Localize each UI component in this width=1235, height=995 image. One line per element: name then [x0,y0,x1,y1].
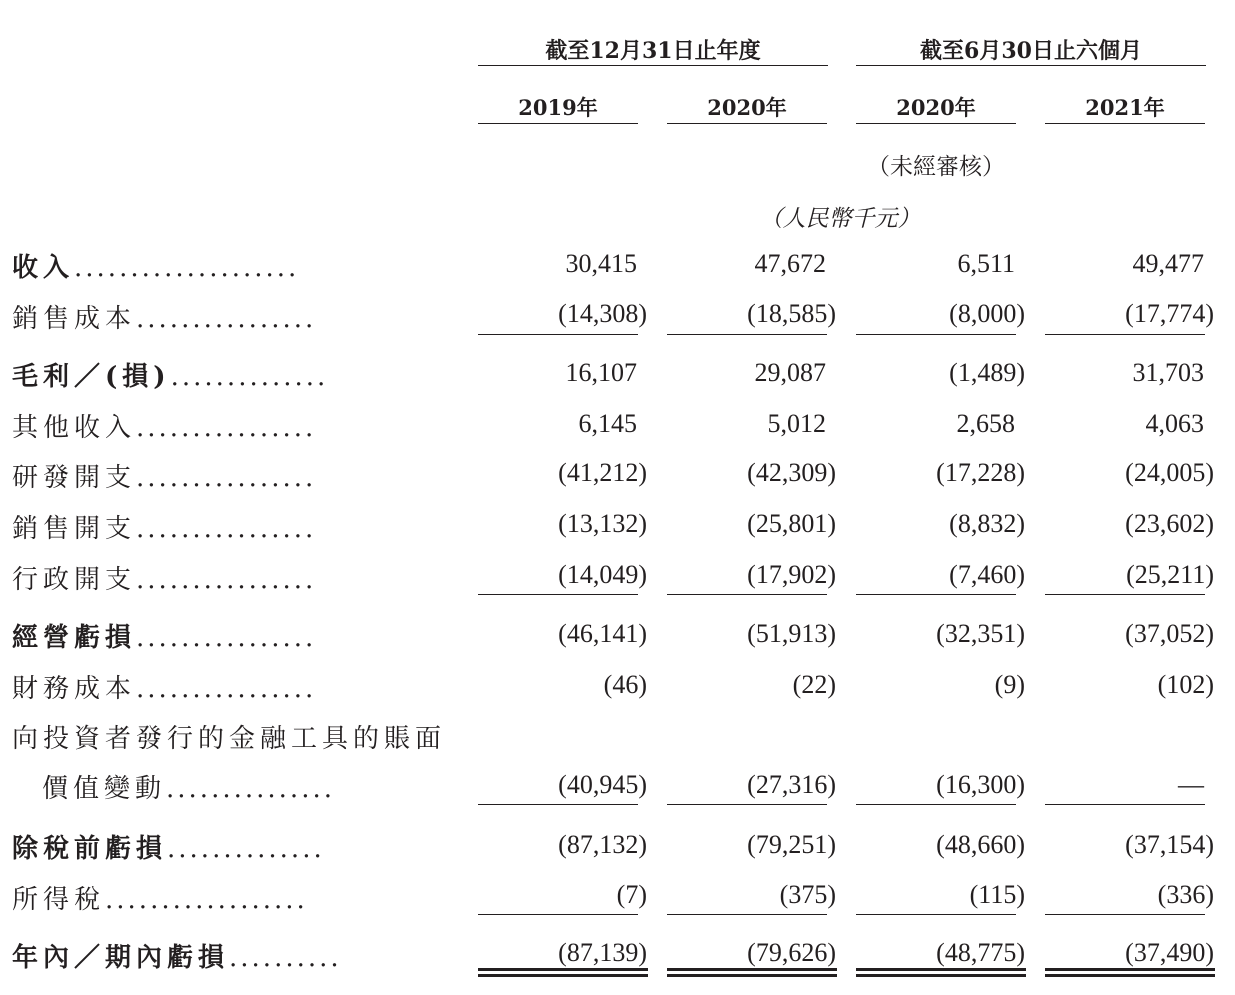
table-cell: (41,212) [558,458,647,487]
table-cell: (7) [616,880,647,909]
label-operating-loss: 經營虧損................ [12,623,317,653]
year-header-3: 2020年 [896,95,976,120]
table-cell: 47,672 [754,249,826,278]
table-cell: (24,005) [1125,458,1214,487]
table-cell: 29,087 [754,358,826,387]
total-double-rule [856,968,1026,977]
year-rule-2 [667,123,827,124]
label-loss-for-period: 年內／期內虧損.......... [12,943,342,973]
table-cell: (46) [603,670,647,699]
year-header-4: 2021年 [1085,95,1165,120]
year-rule-1 [478,123,638,124]
label-fair-value-change-line1: 向投資者發行的金融工具的賬面 [12,724,447,754]
subtotal-rule [478,594,638,595]
group-rule-annual [478,65,828,66]
label-admin-expenses: 行政開支................ [12,565,317,595]
table-cell: (16,300) [936,770,1025,799]
table-cell: (87,132) [558,830,647,859]
table-cell: (336) [1157,880,1214,909]
table-cell: (17,228) [936,458,1025,487]
table-cell: (17,774) [1125,299,1214,328]
subtotal-rule [856,914,1016,915]
table-cell: (22) [792,670,836,699]
table-cell: (23,602) [1125,509,1214,538]
table-cell: (46,141) [558,619,647,648]
table-cell: 31,703 [1132,358,1204,387]
subtotal-rule [667,594,827,595]
table-cell: (9) [994,670,1025,699]
table-cell: (37,490) [1125,938,1214,967]
subtotal-rule [667,804,827,805]
table-cell: (8,832) [949,509,1025,538]
year-header-1: 2019年 [518,95,598,120]
table-cell: (79,251) [747,830,836,859]
table-cell: (37,154) [1125,830,1214,859]
label-revenue: 收入.................... [12,253,300,283]
subtotal-rule [1045,914,1205,915]
total-double-rule [667,968,837,977]
subtotal-rule [856,594,1016,595]
subtotal-rule [1045,594,1205,595]
column-group-annual: 截至12月31日止年度 [545,38,761,64]
table-cell: (18,585) [747,299,836,328]
table-cell: 2,658 [956,409,1015,438]
table-cell: (14,308) [558,299,647,328]
table-cell: 6,145 [578,409,637,438]
year-rule-3 [856,123,1016,124]
table-cell: (42,309) [747,458,836,487]
table-cell: (375) [779,880,836,909]
table-cell: (14,049) [558,560,647,589]
label-fair-value-change-line2: 價值變動............... [42,774,335,804]
group-rule-six-months [856,65,1206,66]
subtotal-rule [478,804,638,805]
table-cell: (87,139) [558,938,647,967]
total-double-rule [478,968,648,977]
label-other-income: 其他收入................ [12,413,317,443]
table-cell: 16,107 [565,358,637,387]
label-loss-before-tax: 除稅前虧損.............. [12,834,325,864]
subtotal-rule [1045,804,1205,805]
table-cell: (48,660) [936,830,1025,859]
subtotal-rule [667,334,827,335]
total-double-rule [1045,968,1215,977]
table-cell: (7,460) [949,560,1025,589]
label-rnd-expenses: 研發開支................ [12,463,317,493]
table-cell: (1,489) [949,358,1025,387]
subtotal-rule [667,914,827,915]
year-header-2: 2020年 [707,95,787,120]
table-cell: (8,000) [949,299,1025,328]
table-cell: (32,351) [936,619,1025,648]
label-selling-expenses: 銷售開支................ [12,514,317,544]
table-cell: (13,132) [558,509,647,538]
table-cell: 6,511 [957,249,1015,278]
table-cell: 5,012 [767,409,826,438]
label-income-tax: 所得稅.................. [12,885,308,915]
table-cell: (102) [1157,670,1214,699]
table-cell: (37,052) [1125,619,1214,648]
subtotal-rule [478,914,638,915]
table-cell: (27,316) [747,770,836,799]
table-cell: (17,902) [747,560,836,589]
table-cell: (25,801) [747,509,836,538]
currency-note: （人民幣千元） [759,206,921,232]
subtotal-rule [856,804,1016,805]
table-cell: (79,626) [747,938,836,967]
subtotal-rule [1045,334,1205,335]
table-cell: (25,211) [1126,560,1214,589]
year-rule-4 [1045,123,1205,124]
column-group-six-months: 截至6月30日止六個月 [920,38,1142,64]
table-cell: 49,477 [1132,249,1204,278]
subtotal-rule [856,334,1016,335]
table-cell: 4,063 [1145,409,1204,438]
table-cell: — [1178,770,1204,799]
table-cell: (40,945) [558,770,647,799]
unaudited-note: （未經審核） [867,154,1005,180]
label-finance-costs: 財務成本................ [12,674,317,704]
label-gross-profit: 毛利／(損).............. [12,362,329,392]
subtotal-rule [478,334,638,335]
label-cost-of-sales: 銷售成本................ [12,304,317,334]
table-cell: (115) [969,880,1025,909]
table-cell: 30,415 [565,249,637,278]
table-cell: (51,913) [747,619,836,648]
table-cell: (48,775) [936,938,1025,967]
